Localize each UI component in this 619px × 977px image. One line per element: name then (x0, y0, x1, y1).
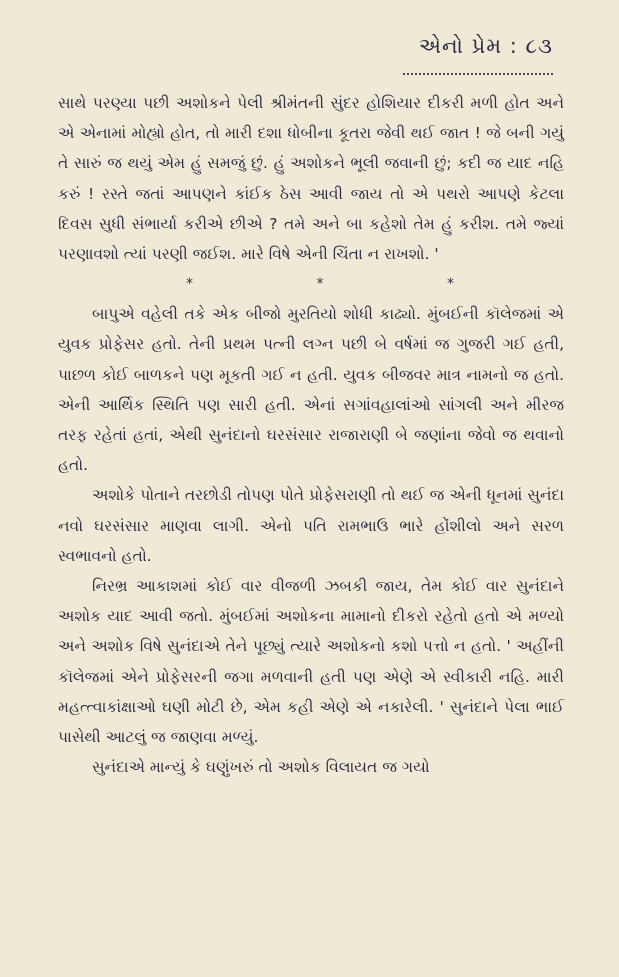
paragraph: બાપુએ વહેલી તકે એક બીજો મુરતિયો શોધી કાઢ્યો. મુંબઈની કૉલેજમાં એ યુવક પ્રોફેસર હતો. તેની પ્રથમ પત્ની લગ્ન પછી બે વર્ષમાં જ ગુજરી ગઈ હતી, પાછળ કોઈ બાળકને પણ મૂકતી ગઈ ન હતી. યુવક બીજવર માત્ર નામનો જ હતો. એની આર્થિક સ્થિતિ પણ સારી હતી. એનાં સગાંવહાલાંઓ સાંગલી અને મીરજ તરફ રહેતાં હતાં, એથી સુનંદાનો ઘરસંસાર રાજારાણી બે જણાંના જેવો જ થવાનો હતો. (58, 305, 564, 475)
paragraph: સુનંદાએ માન્યું કે ઘણુંખરું તો અશોક વિલાયત જ ગયો (92, 758, 430, 777)
paragraph: અશોકે પોતાને તરછોડી તોપણ પોતે પ્રોફેસરાણી તો થઈ જ એની ધૂનમાં સુનંદા નવો ઘરસંસાર માણવા લાગી. એનો પતિ રામભાઉ ભારે હોંશીલો અને સરળ સ્વભાવનો હતો. (58, 486, 564, 565)
paragraph: નિરભ્ર આકાશમાં કોઈ વાર વીજળી ઝબકી જાય, તેમ કોઈ વાર સુનંદાને અશોક યાદ આવી જતો. મુંબઈમાં અશોકના મામાનો દીકરો રહેતો હતો એ મળ્યો અને અશોક વિષે સુનંદાએ તેને પૂછ્યું ત્યારે અશોકનો કશો પત્તો ન હતો. ' અહીંની કૉલેજમાં એને પ્રોફેસરની જગા મળવાની હતી પણ એણે એ સ્વીકારી નહિ. મારી મહત્ત્વાકાંક્ષાઓ ઘણી મોટી છે, એમ કહી એણે એ નકારેલી. ' સુનંદાને પેલા ભાઈ પાસેથી આટલું જ જાણવા મળ્યું. (58, 577, 564, 747)
paragraph: સાથે પરણ્યા પછી અશોકને પેલી શ્રીમંતની સુંદર હોશિયાર દીકરી મળી હોત અને એ એનામાં મોહ્યો હોત, તો મારી દશા ધોબીના કૂતરા જેવી થઈ જાત ! જે બની ગયું તે સારું જ થયું એમ હું સમજું છું. હું અશોકને ભૂલી જવાની છું; કદી જ યાદ નહિ કરું ! રસ્તે જતાં આપણને કાંઈક ઠેસ આવી જાય તો એ પથરો આપણે કેટલા દિવસ સુધી સંભાર્યા કરીએ છીએ ? તમે અને બા કહેશો તેમ હું કરીશ. તમે જ્યાં પરણાવશો ત્યાં પરણી જઈશ. મારે વિષે એની ચિંતા ન રાખશો. ' (58, 94, 564, 264)
separator-star: * (316, 276, 324, 293)
separator-star: * (186, 276, 193, 293)
header-rule (403, 68, 553, 75)
body-text (58, 88, 564, 782)
separator-star: * (447, 276, 454, 293)
running-header: એનો પ્રેમ : ૮૩ (418, 34, 553, 58)
section-separator (58, 269, 564, 299)
